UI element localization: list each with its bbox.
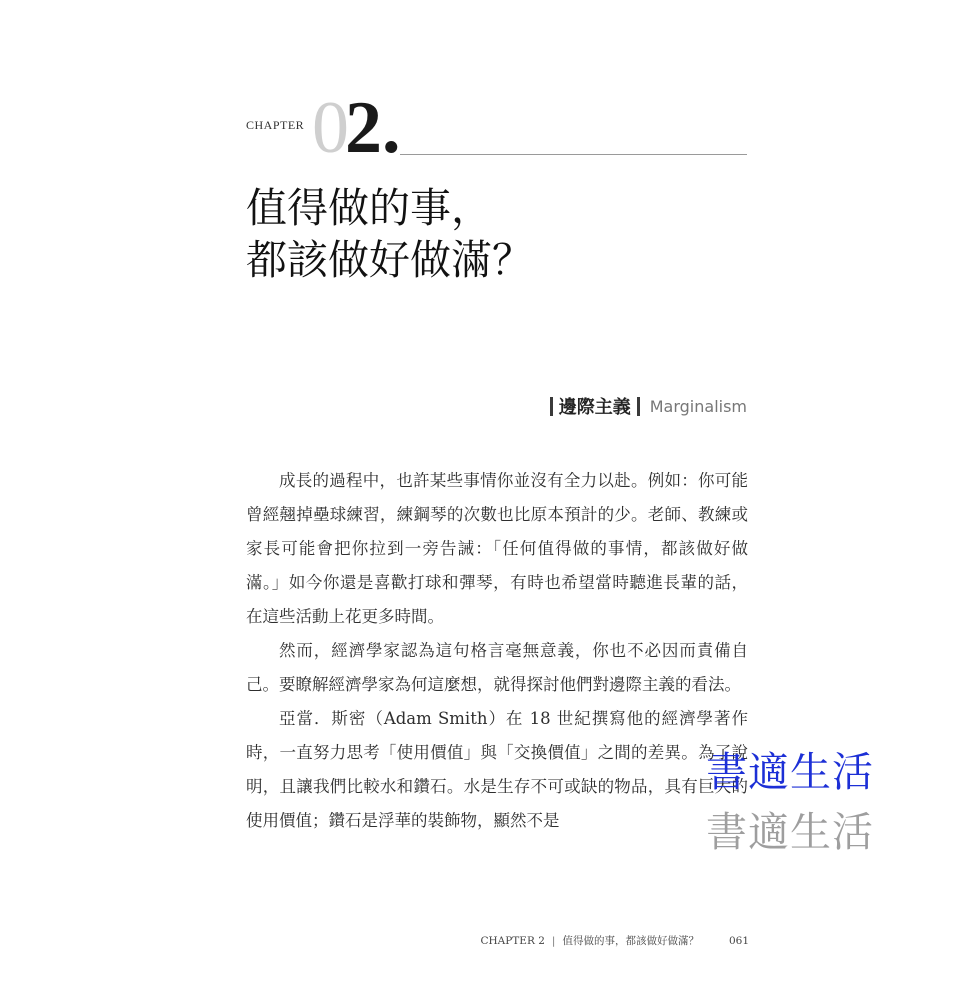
chapter-title	[246, 182, 533, 286]
body-paragraph-3: 亞當．斯密（Adam Smith）在 18 世紀撰寫他的經濟學著作時，一直努力思考「使用價值」與「交換價值」之間的差異。為了說明，且讓我們比較水和鑽石。水是生存不可或缺的物品，具有巨大的使用價值；鑽石是浮華的裝飾物，顯然不是	[246, 709, 748, 830]
section-heading-zh: 邊際主義	[558, 397, 631, 418]
chapter-number-main: 2.	[345, 87, 401, 169]
heading-bar-left	[550, 397, 553, 416]
chapter-title-line1: 值得做的事，	[246, 184, 492, 232]
section-heading-en: Marginalism	[649, 396, 747, 416]
chapter-number	[312, 87, 401, 169]
watermark-gray: 書適生活	[706, 808, 874, 856]
page-footer	[480, 933, 749, 948]
chapter-number-zero: 0	[312, 87, 349, 169]
footer-title: 值得做的事，都該做好做滿？	[562, 935, 699, 947]
body-paragraph-2: 然而，經濟學家認為這句格言毫無意義，你也不必因而責備自己。要瞭解經濟學家為何這麼想，就得探討他們對邊際主義的看法。	[246, 641, 748, 694]
body-paragraph-1: 成長的過程中，也許某些事情你並沒有全力以赴。例如：你可能曾經翹掉壘球練習，練鋼琴的次數也比原本預計的少。老師、教練或家長可能會把你拉到一旁告誡：「任何值得做的事情，都該做好做滿。」如今你還是喜歡打球和彈琴，有時也希望當時聽進長輩的話，在這些活動上花更多時間。	[246, 471, 748, 626]
watermark-blue: 書適生活	[706, 748, 874, 796]
chapter-divider-line	[400, 154, 747, 155]
body-text	[246, 464, 748, 838]
page-number: 061	[728, 935, 749, 947]
heading-bar-right	[637, 397, 640, 416]
footer-chapter: CHAPTER 2	[480, 935, 545, 947]
section-heading	[550, 394, 747, 418]
chapter-label: CHAPTER	[246, 118, 305, 132]
chapter-title-line2: 都該做好做滿？	[246, 236, 533, 284]
footer-separator: |	[551, 935, 556, 947]
